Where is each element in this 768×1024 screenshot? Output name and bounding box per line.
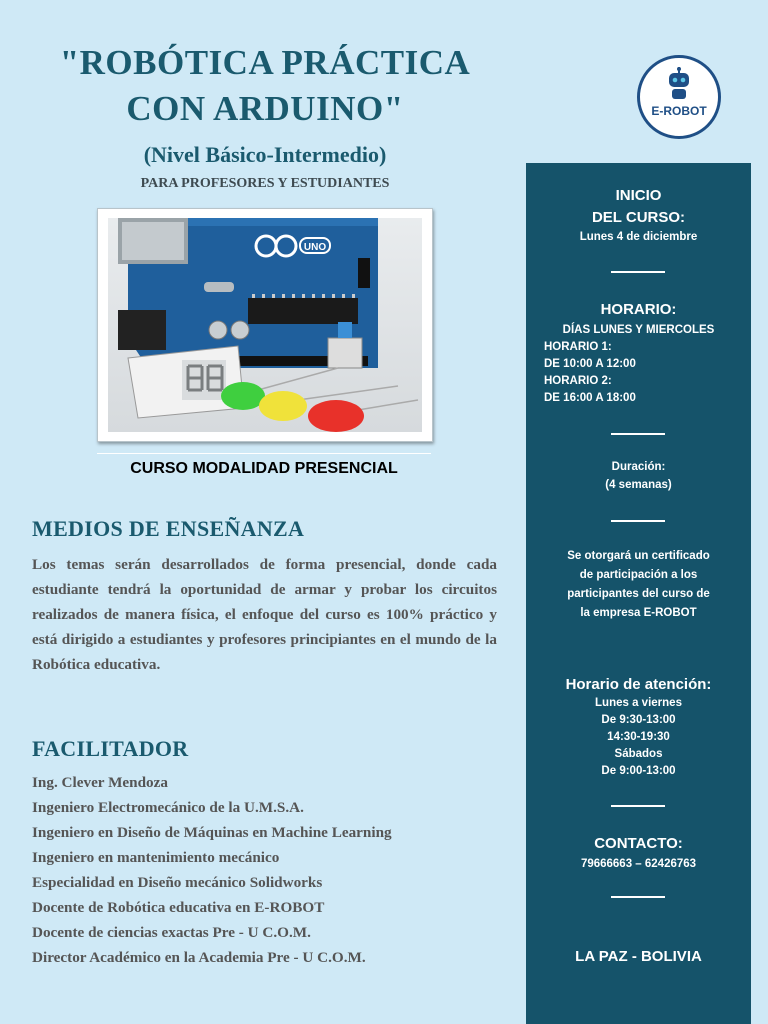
title-line-2: CON ARDUINO": [126, 89, 404, 128]
schedule-2-label: HORARIO 2:: [544, 375, 612, 387]
duration-label: Duración:: [611, 461, 666, 473]
facilitator-credential: Director Académico en la Academia Pre - U C.O.M.: [32, 949, 366, 966]
facilitator-credential: Docente de ciencias exactas Pre - U C.O.M.: [32, 924, 311, 941]
attention-line: Sábados: [614, 748, 663, 760]
certificate-line: participantes del curso de: [567, 588, 710, 600]
start-heading-line-1: INICIO: [615, 187, 662, 204]
schedule-days: DÍAS LUNES Y MIERCOLES: [562, 324, 715, 336]
attention-line: De 9:00-13:00: [601, 765, 676, 777]
divider: [611, 896, 665, 898]
certificate-line: la empresa E-ROBOT: [580, 607, 697, 619]
board-label: UNO: [303, 242, 327, 253]
teaching-body: Los temas serán desarrollados de forma presencial, donde cada estudiante tendrá la oportunidad de armar y probar los circuitos realizados de manera física, el enfoque del curso es 100% práctico y está dirigido a estudiantes y profesores principiantes en el mundo de la Robótica educativa.: [32, 556, 497, 673]
certificate-line: Se otorgará un certificado: [567, 550, 710, 562]
contact-phones: 79666663 – 62426763: [580, 858, 697, 870]
facilitator-list: [32, 770, 392, 970]
divider: [611, 520, 665, 522]
facilitator-credential: Especialidad en Diseño mecánico Solidworks: [32, 874, 323, 891]
divider: [611, 271, 665, 273]
attention-line: De 9:30-13:00: [601, 714, 676, 726]
page-title: [0, 40, 530, 132]
robot-icon: [666, 67, 692, 103]
facilitator-credential: Docente de Robótica educativa en E-ROBOT: [32, 899, 325, 916]
schedule-heading: HORARIO:: [600, 301, 677, 318]
schedule-1-time: DE 10:00 A 12:00: [544, 358, 636, 370]
e-robot-logo: [637, 55, 721, 139]
start-date: Lunes 4 de diciembre: [579, 231, 698, 243]
logo-text: E-ROBOT: [651, 104, 707, 118]
arduino-photo: [97, 208, 433, 442]
modality-divider: [97, 453, 431, 454]
facilitator-credential: Ingeniero en Diseño de Máquinas en Machine Learning: [32, 824, 392, 841]
certificate-line: de participación a los: [579, 569, 698, 581]
schedule-1-label: HORARIO 1:: [544, 341, 612, 353]
attention-heading: Horario de atención:: [565, 676, 712, 693]
title-line-1: "ROBÓTICA PRÁCTICA: [59, 43, 471, 82]
facilitator-name: Ing. Clever Mendoza: [32, 774, 168, 791]
audience: PARA PROFESORES Y ESTUDIANTES: [140, 176, 390, 191]
location: LA PAZ - BOLIVIA: [575, 948, 702, 965]
start-heading-line-2: DEL CURSO:: [591, 209, 686, 226]
contact-heading: CONTACTO:: [594, 835, 683, 852]
duration-value: (4 semanas): [605, 479, 672, 491]
teaching-heading: MEDIOS DE ENSEÑANZA: [32, 516, 305, 541]
facilitator-credential: Ingeniero Electromecánico de la U.M.S.A.: [32, 799, 304, 816]
divider: [611, 433, 665, 435]
attention-line: 14:30-19:30: [607, 731, 670, 743]
subtitle: (Nivel Básico-Intermedio): [143, 142, 387, 167]
facilitator-heading: FACILITADOR: [32, 736, 189, 761]
divider: [611, 805, 665, 807]
facilitator-credential: Ingeniero en mantenimiento mecánico: [32, 849, 280, 866]
course-modality: CURSO MODALIDAD PRESENCIAL: [130, 460, 398, 477]
attention-line: Lunes a viernes: [595, 697, 682, 709]
schedule-2-time: DE 16:00 A 18:00: [544, 392, 636, 404]
arduino-board-illustration: [108, 218, 422, 432]
course-info-sidebar: [526, 163, 751, 1024]
